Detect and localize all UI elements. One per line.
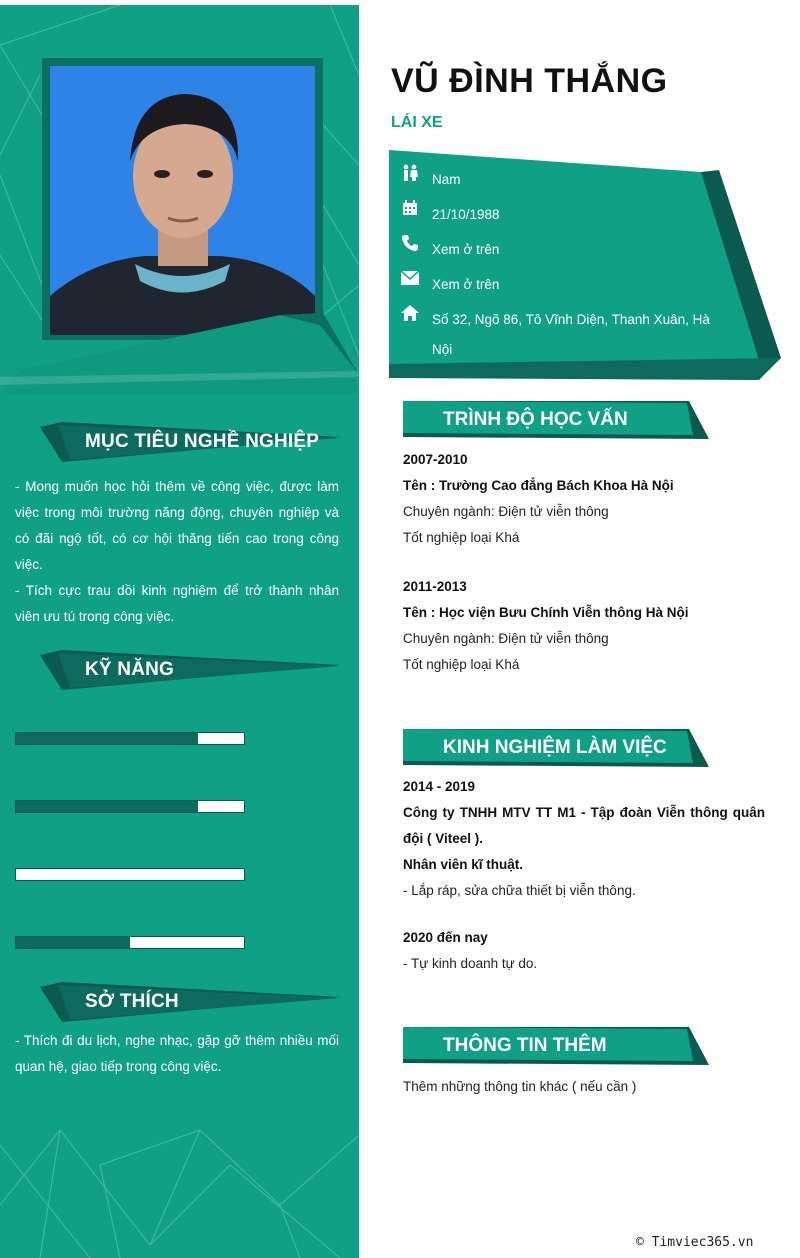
objective-heading [40, 422, 340, 462]
contact-email [398, 268, 728, 298]
hobbies-text: - Thích đi du lịch, nghe nhạc, gặp gỡ thêm nhiều mối quan hệ, giao tiếp trong công việc. [15, 1033, 339, 1074]
experience-desc: - Tự kinh doanh tự do. [403, 956, 538, 971]
photo-base-shape [0, 305, 359, 395]
skill-bar [15, 800, 245, 813]
education-entry [403, 447, 765, 551]
objective-text-1: - Mong muốn học hỏi thêm về công việc, được làm việc trong môi trường năng động, chuyên nghiệp và có đãi ngộ tốt, có cơ hội thăng tiến cao trong công việc. [15, 479, 339, 572]
skill-bar-fill [16, 801, 198, 812]
additional-text: Thêm những thông tin khác ( nếu cần ) [403, 1079, 637, 1094]
contact-birthday [398, 198, 728, 228]
education-school: Tên : Trường Cao đẳng Bách Khoa Hà Nội [403, 478, 674, 493]
education-grade: Tốt nghiệp loại Khá [403, 657, 520, 672]
skill-bar-fill [16, 733, 198, 744]
experience-heading [403, 729, 709, 769]
objective-title: MỤC TIÊU NGHỀ NGHIỆP [85, 431, 320, 452]
contact-value: 21/10/1988 [432, 207, 500, 222]
contact-address [398, 303, 728, 363]
experience-role: Nhân viên kĩ thuật. [403, 857, 524, 872]
skill-bar [15, 868, 245, 881]
education-entry [403, 574, 765, 678]
objective-text-2: - Tích cực trau dồi kinh nghiệm để trở thành nhân viên ưu tú trong công việc. [15, 583, 339, 624]
hobbies-heading [40, 982, 340, 1022]
home-icon [400, 303, 420, 323]
skills-heading [40, 650, 340, 690]
education-major: Chuyên ngành: Điện tử viễn thông [403, 631, 609, 646]
contact-gender [398, 163, 728, 193]
education-title: TRÌNH ĐỘ HỌC VẤN [443, 409, 628, 430]
additional-title: THÔNG TIN THÊM [443, 1035, 607, 1056]
calendar-icon [400, 198, 420, 218]
experience-period: 2020 đến nay [403, 930, 488, 945]
contact-phone [398, 233, 728, 263]
gender-icon [400, 163, 420, 183]
education-grade: Tốt nghiệp loại Khá [403, 530, 520, 545]
skill-bar-fill [16, 937, 130, 948]
education-major: Chuyên ngành: Điện tử viễn thông [403, 504, 609, 519]
job-title: LÁI XE [391, 114, 443, 131]
candidate-name: VŨ ĐÌNH THẮNG [391, 62, 668, 100]
contact-value: Xem ở trên [432, 277, 500, 292]
experience-entry [403, 925, 765, 977]
experience-company: Công ty TNHH MTV TT M1 - Tập đoàn Viễn thông quân đội ( Viteel ). [403, 805, 765, 846]
experience-entry [403, 774, 765, 904]
education-period: 2007-2010 [403, 452, 468, 467]
contact-value: Số 32, Ngõ 86, Tô Vĩnh Diện, Thanh Xuân, Hà Nội [432, 312, 710, 357]
hobbies-title: SỞ THÍCH [85, 991, 179, 1012]
education-school: Tên : Học viện Bưu Chính Viễn thông Hà Nội [403, 605, 689, 620]
profile-photo [50, 66, 315, 335]
contact-value: Nam [432, 172, 461, 187]
experience-title: KINH NGHIỆM LÀM VIỆC [443, 737, 667, 758]
contact-value: Xem ở trên [432, 242, 500, 257]
additional-heading [403, 1027, 709, 1067]
skill-bar [15, 732, 245, 745]
left-sidebar [0, 5, 359, 1258]
footer-credit: © Timviec365.vn [636, 1235, 754, 1250]
education-period: 2011-2013 [403, 579, 467, 594]
skills-title: KỸ NĂNG [85, 659, 175, 680]
skill-bar [15, 936, 245, 949]
education-heading [403, 401, 709, 441]
experience-desc: - Lắp ráp, sửa chữa thiết bị viễn thông. [403, 883, 636, 898]
mail-icon [400, 268, 420, 288]
experience-period: 2014 - 2019 [403, 779, 476, 794]
phone-icon [400, 233, 420, 253]
